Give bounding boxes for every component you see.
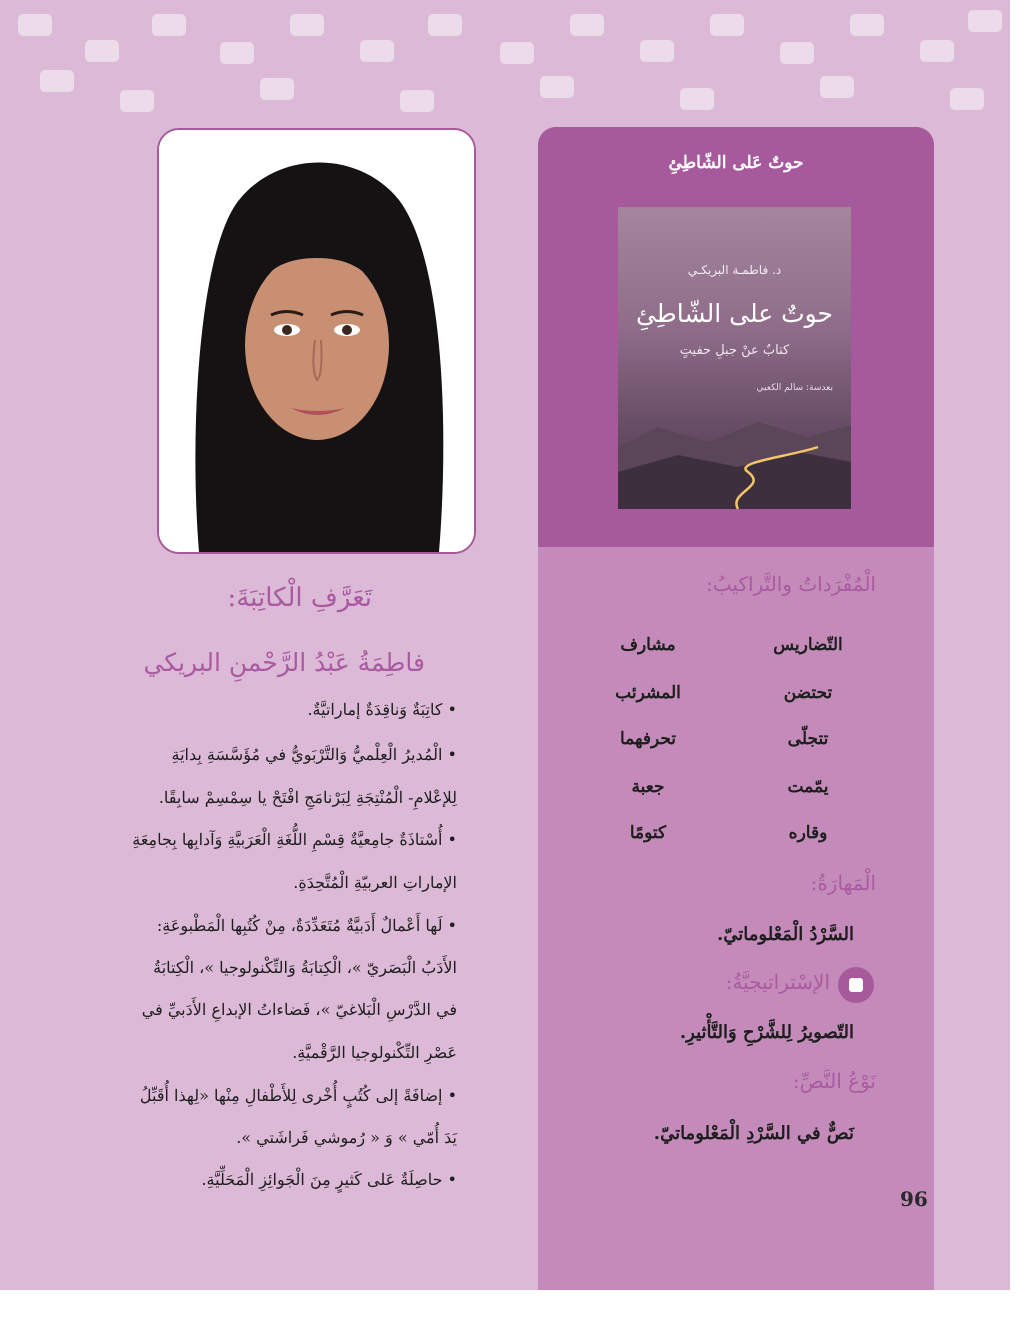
cover-subtitle: كتابٌ عنْ جبلِ حفيتٍ <box>679 343 790 358</box>
bio-line: • إضافَةً إلى كُتُبٍ أُخْرى لِلأَطْفالِ مِنْها «لِهذا أُقَبِّلُ <box>139 1086 457 1105</box>
book-header <box>538 127 934 547</box>
strategy-icon <box>838 967 874 1003</box>
cover-title: حوتٌ على الشّاطِئِ <box>635 299 834 328</box>
bio-line: • كاتِبَةٌ وَناقِدَةٌ إماراتيَّةٌ. <box>307 700 457 719</box>
bio-line: • حاصِلَةٌ عَلى كَثيرٍ مِنَ الْجَوائِزِ الْمَحَلِّيَّةِ. <box>201 1170 457 1189</box>
vocab-word: تتجلّى <box>787 729 829 749</box>
vocab-word: كتومًا <box>629 823 667 843</box>
vocab-word: مشارف <box>620 635 676 655</box>
vocab-word: وقاره <box>788 823 828 843</box>
vocab-word: جعبة <box>631 777 665 797</box>
author-portrait-image <box>159 130 474 552</box>
strategy-heading: الإسْتراتيجيَّةُ: <box>725 970 830 994</box>
bio-line: • أُسْتاذَةٌ جامِعيَّةٌ قِسْمِ اللُّغَةِ الْعَرَبيَّةِ وَآدابِها بِجامِعَةِ <box>132 830 457 849</box>
bio-line: لِلإعْلامِ- الْمُنْتِجَةِ لِبَرْنامَجِ افْتَحْ يا سِمْسِمْ سابِقًا. <box>158 788 457 807</box>
vocab-word: التّضاريس <box>773 635 843 655</box>
vocab-word: تحرفهما <box>619 729 677 749</box>
vocabulary-heading: الْمُفْرَداتُ والتَّراكيبُ: <box>706 572 876 596</box>
bio-line: • لَها أَعْمالٌ أَدَبيَّةٌ مُتَعَدِّدَةٌ، مِنْ كُتُبِها الْمَطْبوعَةِ: <box>156 916 457 935</box>
author-name: فاطِمَةُ عَبْدُ الرَّحْمنِ البريكي <box>143 648 425 677</box>
vocab-word: يمّمت <box>787 777 829 797</box>
bio-line: • الْمُديرُ الْعِلْميُّ وَالتَّرْبَويُّ في مُؤَسَّسَةِ بِدايَةِ <box>171 745 457 764</box>
mountain-road-image <box>618 407 851 509</box>
bio-line: عَصْرِ التِّكْنولوجيا الرَّقْميَّةِ. <box>292 1043 457 1062</box>
cover-author: د. فاطمـة البريكـي <box>687 263 782 277</box>
page-number: 96 <box>900 1187 928 1211</box>
bio-line: في الدَّرْسِ الْبَلاغيّ »، فَضاءاتُ الإبداعِ الأَدَبيِّ في <box>141 1000 457 1019</box>
text-type-heading: نَوْعُ النَّصِّ: <box>792 1069 876 1093</box>
book-cover <box>618 207 851 509</box>
cover-credit: بعدسة: سالم الكعبي <box>756 383 833 393</box>
bio-line: الأَدَبُ الْبَصَريّ »، الْكِتابَةُ وَالتِّكْنولوجيا »، الْكِتابَةُ <box>153 958 457 977</box>
bio-line: يَدَ أُمّي » وَ « رُموشي فَراشَتي ». <box>236 1128 457 1147</box>
author-photo <box>157 128 476 554</box>
copyright-note <box>40 300 58 1000</box>
author-section-heading: تَعَرَّفِ الْكاتِبَةَ: <box>227 583 372 613</box>
vocab-word: تحتضن <box>783 683 833 703</box>
text-type-value: نَصٌّ في السَّرْدِ الْمَعْلوماتيّ. <box>653 1123 854 1144</box>
skill-value: السَّرْدُ الْمَعْلوماتيّ. <box>717 924 854 945</box>
vocab-word: المشرئب <box>615 683 681 703</box>
strategy-value: التّصويرُ لِلشَّرْحِ وَالتَّأْثيرِ. <box>679 1022 854 1043</box>
book-title: حوتٌ عَلى الشّاطِئِ <box>668 153 804 173</box>
lesson-info-panel <box>538 127 934 1290</box>
decorative-pattern <box>0 0 1010 120</box>
bio-line: الإماراتِ العربيّةِ الْمُتَّحِدَةِ. <box>293 873 457 892</box>
skill-heading: الْمَهارَةُ: <box>810 871 876 895</box>
